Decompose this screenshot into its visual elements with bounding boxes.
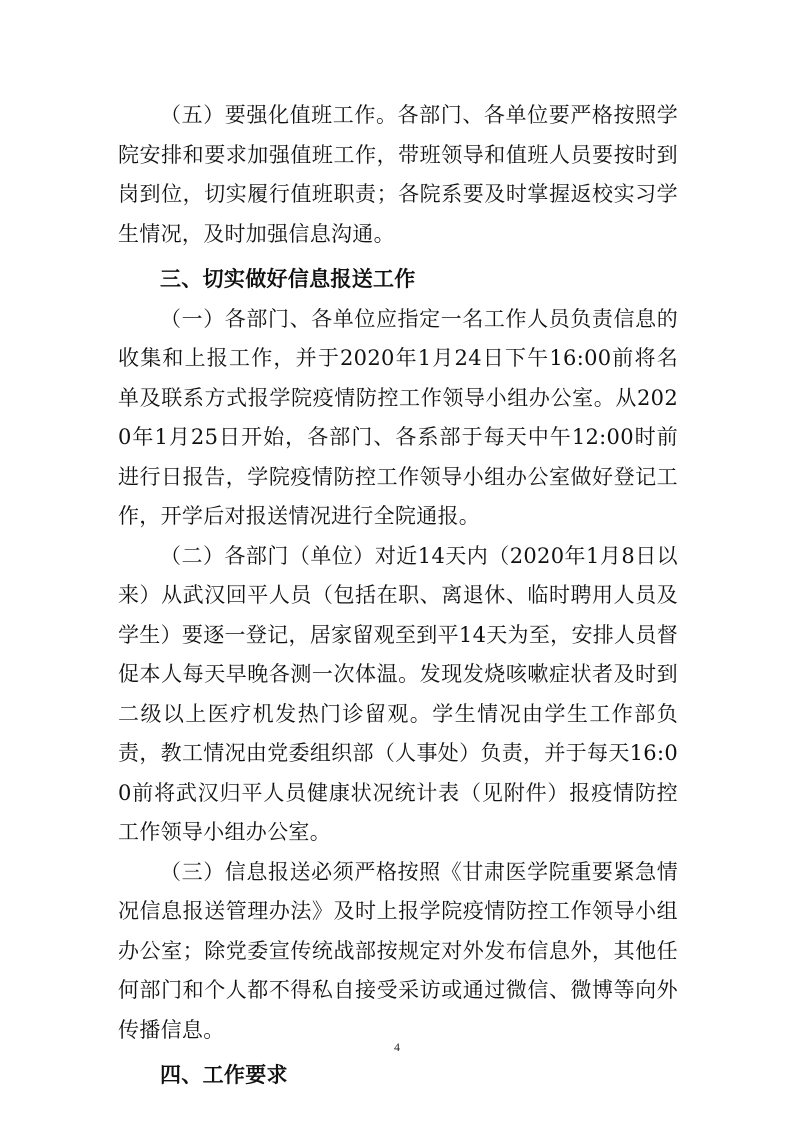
document-body [118,96,678,1096]
paragraph-wuhan-returnees: （二）各部门（单位）对近14天内（2020年1月8日以来）从武汉回平人员（包括在职、离退休、临时聘用人员及学生）要逐一登记，居家留观至到平14天为至，安排人员督促本人每天早晚各测一次体温。发现发烧咳嗽症状者及时到二级以上医疗机发热门诊留观。学生情况由学生工作部负责，教工情况由党委组织部（人事处）负责，并于每天16:00前将武汉归平人员健康状况统计表（见附件）报疫情防控工作领导小组办公室。 [118,543,678,844]
paragraph-duty-shift: （五）要强化值班工作。各部门、各单位要严格按照学院安排和要求加强值班工作，带班领导和值班人员要按时到岗到位，切实履行值班职责；各院系要及时掌握返校实习学生情况，及时加强信息沟通。 [118,103,678,246]
paragraph-reporting-rules: （三）信息报送必须严格按照《甘肃医学院重要紧急情况信息报送管理办法》及时上报学院疫情防控工作领导小组办公室；除党委宣传统战部按规定对外发布信息外，其他任何部门和个人都不得私自接受采访或通过微信、微博等向外传播信息。 [118,859,678,1042]
page-number: 4 [394,1040,400,1054]
paragraph-reporting-contact: （一）各部门、各单位应指定一名工作人员负责信息的收集和上报工作，并于2020年1月24日下午16:00前将名单及联系方式报学院疫情防控工作领导小组办公室。从2020年1月25日开始，各部门、各系部于每天中午12:00时前进行日报告，学院疫情防控工作领导小组办公室做好登记工作，开学后对报送情况进行全院通报。 [118,306,678,528]
section-heading-work-requirements: 四、工作要求 [160,1063,288,1087]
section-heading-info-reporting: 三、切实做好信息报送工作 [160,267,416,291]
